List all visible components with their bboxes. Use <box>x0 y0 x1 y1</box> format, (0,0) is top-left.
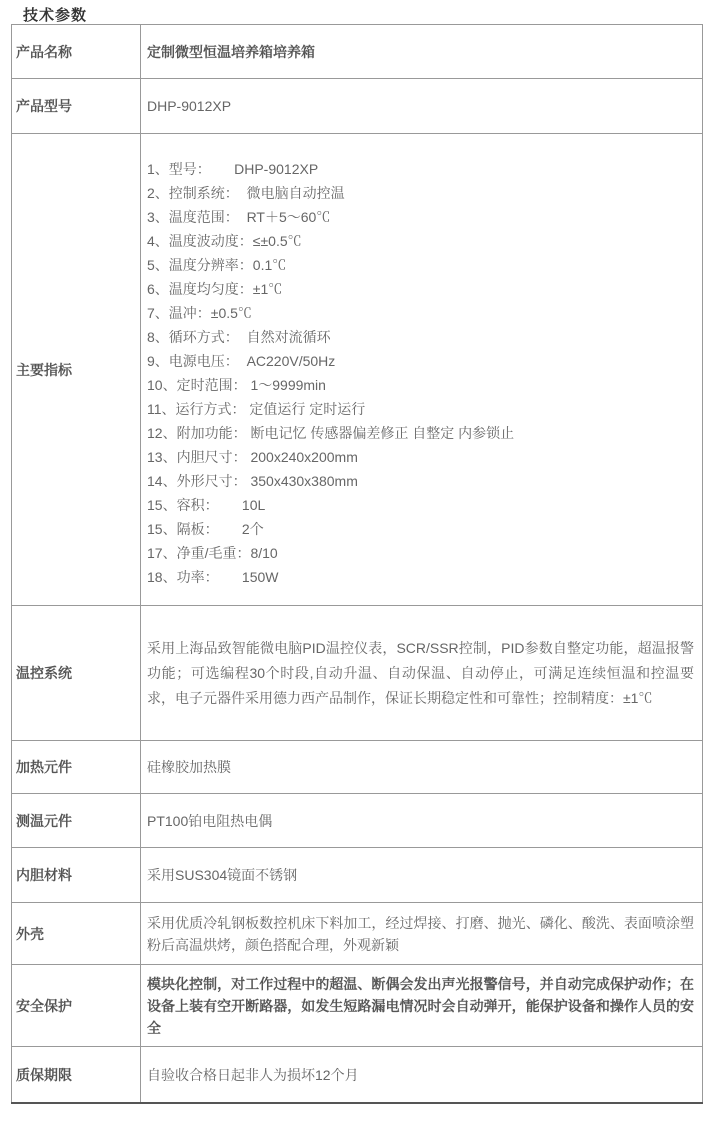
spec-line: 7、温冲：±0.5℃ <box>147 305 252 321</box>
spec-line: 9、电源电压： AC220V/50Hz <box>147 353 336 369</box>
row-label: 外壳 <box>12 903 141 965</box>
spec-table <box>11 24 703 1104</box>
table-row-heating-element <box>12 741 703 794</box>
spec-line: 2、控制系统： 微电脑自动控温 <box>147 185 345 201</box>
table-row-main-specs <box>12 134 703 606</box>
spec-line: 5、温度分辨率：0.1℃ <box>147 257 287 273</box>
row-label: 加热元件 <box>12 741 141 794</box>
spec-line: 6、温度均匀度：±1℃ <box>147 281 283 297</box>
row-value: 采用上海品致智能微电脑PID温控仪表，SCR/SSR控制，PID参数自整定功能，超温报警功能；可选编程30个时段,自动升温、自动保温、自动停止，可满足连续恒温和控温要求，电子元器件采用德力西产品制作，保证长期稳定性和可靠性；控制精度：±1℃ <box>141 606 703 741</box>
row-value: 采用优质冷轧钢板数控机床下料加工，经过焊接、打磨、抛光、磷化、酸洗、表面喷涂塑粉后高温烘烤，颜色搭配合理，外观新颖 <box>141 903 703 965</box>
spec-line: 14、外形尺寸： 350x430x380mm <box>147 473 358 489</box>
row-label: 安全保护 <box>12 965 141 1047</box>
row-label: 质保期限 <box>12 1047 141 1104</box>
row-value: 模块化控制，对工作过程中的超温、断偶会发出声光报警信号，并自动完成保护动作；在设备上装有空开断路器，如发生短路漏电情况时会自动弹开，能保护设备和操作人员的安全 <box>141 965 703 1047</box>
spec-line: 8、循环方式： 自然对流循环 <box>147 329 331 345</box>
row-value: 定制微型恒温培养箱培养箱 <box>141 25 703 79</box>
row-label: 内胆材料 <box>12 848 141 903</box>
row-value: DHP-9012XP <box>141 79 703 134</box>
table-row-chamber-material <box>12 848 703 903</box>
page-title: 技术参数 <box>23 7 88 24</box>
row-value: PT100铂电阻热电偶 <box>141 794 703 848</box>
row-value-spec-list <box>141 134 703 606</box>
spec-line: 17、净重/毛重：8/10 <box>147 545 278 561</box>
table-row-product-model <box>12 79 703 134</box>
table-row-warranty <box>12 1047 703 1104</box>
table-row-product-name <box>12 25 703 79</box>
table-row-temp-control-system <box>12 606 703 741</box>
spec-line: 3、温度范围： RT＋5～60℃ <box>147 209 331 225</box>
row-value: 硅橡胶加热膜 <box>141 741 703 794</box>
table-row-temp-sensor <box>12 794 703 848</box>
spec-line: 4、温度波动度：≤±0.5℃ <box>147 233 302 249</box>
row-value: 采用SUS304镜面不锈钢 <box>141 848 703 903</box>
spec-line: 18、功率： 150W <box>147 569 279 585</box>
spec-line: 11、运行方式： 定值运行 定时运行 <box>147 401 366 417</box>
spec-line: 15、容积： 10L <box>147 497 266 513</box>
spec-line: 15、隔板： 2个 <box>147 521 264 537</box>
row-value: 自验收合格日起非人为损坏12个月 <box>141 1047 703 1104</box>
row-label: 主要指标 <box>12 134 141 606</box>
spec-line: 12、附加功能： 断电记忆 传感器偏差修正 自整定 内参锁止 <box>147 425 515 441</box>
row-label: 产品名称 <box>12 25 141 79</box>
spec-line: 13、内胆尺寸： 200x240x200mm <box>147 449 358 465</box>
row-label: 测温元件 <box>12 794 141 848</box>
spec-line: 1、型号： DHP-9012XP <box>147 161 319 177</box>
table-row-safety-protection <box>12 965 703 1047</box>
table-row-outer-shell <box>12 903 703 965</box>
row-label: 温控系统 <box>12 606 141 741</box>
row-label: 产品型号 <box>12 79 141 134</box>
spec-line: 10、定时范围： 1～9999min <box>147 377 326 393</box>
